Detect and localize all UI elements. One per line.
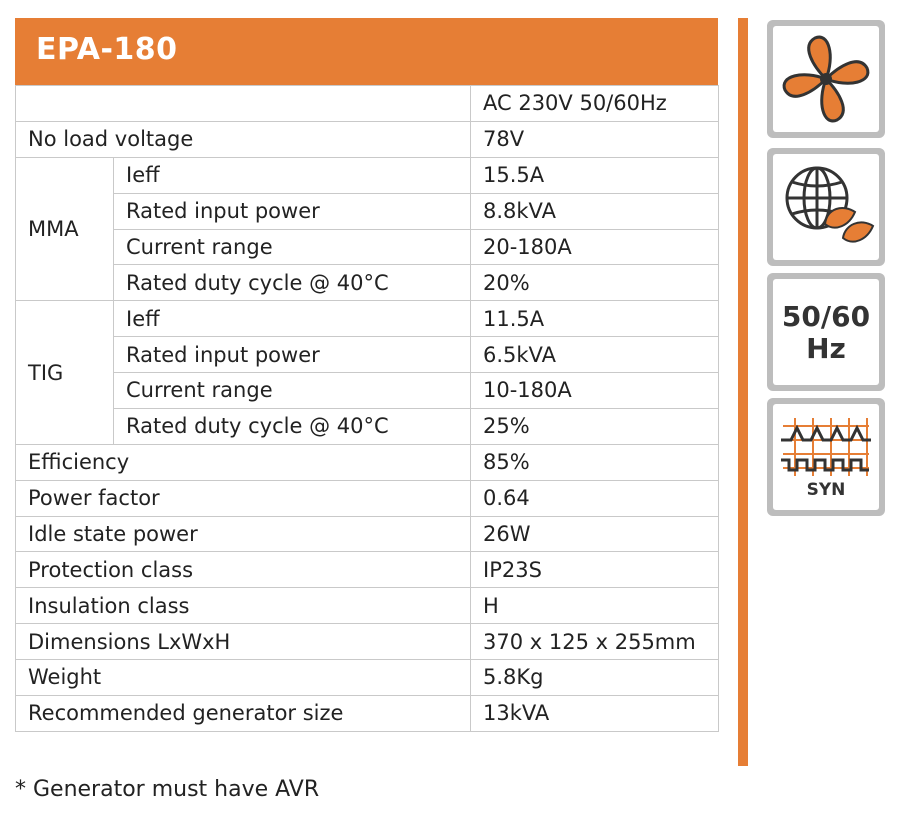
table-row [16, 229, 719, 265]
row-label: Current range [114, 373, 471, 409]
row-value: 15.5A [471, 157, 719, 193]
row-label: Rated input power [114, 337, 471, 373]
row-value: 0.64 [471, 480, 719, 516]
frequency-label [773, 301, 879, 365]
row-label: No load voltage [16, 121, 471, 157]
header-bar [15, 18, 718, 85]
row-value: 10-180A [471, 373, 719, 409]
row-label: Recommended generator size [16, 695, 471, 731]
frequency-value: 50/60 [781, 300, 871, 333]
row-label: Efficiency [16, 444, 471, 480]
row-label: Insulation class [16, 588, 471, 624]
row-value: 20% [471, 265, 719, 301]
vertical-divider [738, 18, 748, 766]
table-row [16, 444, 719, 480]
frequency-icon-tile [767, 273, 885, 391]
row-value: H [471, 588, 719, 624]
row-label: Protection class [16, 552, 471, 588]
row-value: IP23S [471, 552, 719, 588]
row-label: Idle state power [16, 516, 471, 552]
table-row [16, 516, 719, 552]
group-label-tig: TIG [16, 301, 114, 445]
table-row [16, 408, 719, 444]
table-row [16, 695, 719, 731]
row-label: Dimensions LxWxH [16, 624, 471, 660]
row-value: 78V [471, 121, 719, 157]
globe-eco-icon [773, 154, 879, 260]
row-label: Ieff [114, 157, 471, 193]
row-value: 20-180A [471, 229, 719, 265]
row-value: 6.5kVA [471, 337, 719, 373]
row-label: Current range [114, 229, 471, 265]
row-label: Rated duty cycle @ 40°C [114, 265, 471, 301]
table-row [16, 624, 719, 660]
frequency-unit: Hz [806, 332, 846, 365]
row-value: 8.8kVA [471, 193, 719, 229]
table-row [16, 337, 719, 373]
table-cell-empty [16, 86, 471, 122]
page-title: EPA-180 [36, 32, 178, 67]
row-value: 5.8Kg [471, 660, 719, 696]
supply-value: AC 230V 50/60Hz [471, 86, 719, 122]
table-row [16, 301, 719, 337]
table-row [16, 373, 719, 409]
eco-icon-tile [767, 148, 885, 266]
table-row [16, 552, 719, 588]
table-row [16, 588, 719, 624]
spec-table [15, 85, 719, 732]
row-label: Rated duty cycle @ 40°C [114, 408, 471, 444]
syn-label: SYN [806, 480, 846, 500]
group-label-mma: MMA [16, 157, 114, 301]
table-row [16, 660, 719, 696]
table-row [16, 86, 719, 122]
row-value: 25% [471, 408, 719, 444]
row-label: Ieff [114, 301, 471, 337]
row-label: Rated input power [114, 193, 471, 229]
syn-icon-tile [767, 398, 885, 516]
table-row [16, 480, 719, 516]
row-value: 11.5A [471, 301, 719, 337]
table-row [16, 121, 719, 157]
footnote: * Generator must have AVR [15, 777, 320, 802]
row-value: 26W [471, 516, 719, 552]
row-value: 370 x 125 x 255mm [471, 624, 719, 660]
table-row [16, 157, 719, 193]
row-label: Weight [16, 660, 471, 696]
table-row [16, 265, 719, 301]
fan-icon-tile [767, 20, 885, 138]
row-value: 85% [471, 444, 719, 480]
fan-icon [773, 26, 879, 132]
row-label: Power factor [16, 480, 471, 516]
table-row [16, 193, 719, 229]
row-value: 13kVA [471, 695, 719, 731]
